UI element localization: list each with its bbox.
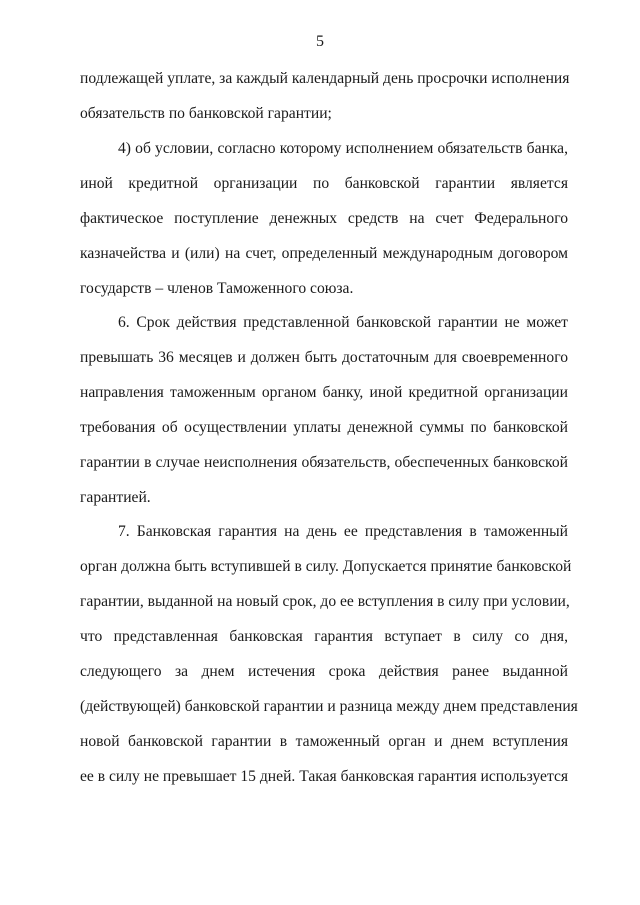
text-line: следующего за днем истечения срока действия ранее выданной	[80, 663, 568, 680]
text-line: направления таможенным органом банку, иной кредитной организации	[80, 384, 568, 401]
text-line: ее в силу не превышает 15 дней. Такая банковская гарантия используется	[80, 768, 569, 785]
text-line: гарантии, выданной на новый срок, до ее вступления в силу при условии,	[80, 593, 570, 610]
text-line: 4) об условии, согласно которому исполнением обязательств банка,	[118, 140, 568, 157]
text-line: обязательств по банковской гарантии;	[80, 105, 332, 122]
text-line: (действующей) банковской гарантии и разница между днем представления	[80, 698, 578, 715]
text-line: подлежащей уплате, за каждый календарный день просрочки исполнения	[80, 70, 570, 87]
text-line: иной кредитной организации по банковской гарантии является	[80, 175, 568, 192]
text-line: что представленная банковская гарантия вступает в силу со дня,	[80, 628, 568, 645]
text-line: фактическое поступление денежных средств на счет Федерального	[80, 210, 568, 227]
text-line: государств – членов Таможенного союза.	[80, 280, 354, 297]
text-line: казначейства и (или) на счет, определенный международным договором	[80, 245, 568, 262]
text-line: гарантии в случае неисполнения обязательств, обеспеченных банковской	[80, 454, 568, 471]
page-number: 5	[316, 33, 324, 50]
text-line: требования об осуществлении уплаты денежной суммы по банковской	[80, 419, 568, 436]
text-line: орган должна быть вступившей в силу. Допускается принятие банковской	[80, 558, 572, 575]
text-line: гарантией.	[80, 489, 151, 506]
text-line: новой банковской гарантии в таможенный орган и днем вступления	[80, 733, 568, 750]
text-line: 6. Срок действия представленной банковской гарантии не может	[118, 314, 568, 331]
text-line: 7. Банковская гарантия на день ее представления в таможенный	[118, 523, 568, 540]
text-line: превышать 36 месяцев и должен быть достаточным для своевременного	[80, 349, 568, 366]
